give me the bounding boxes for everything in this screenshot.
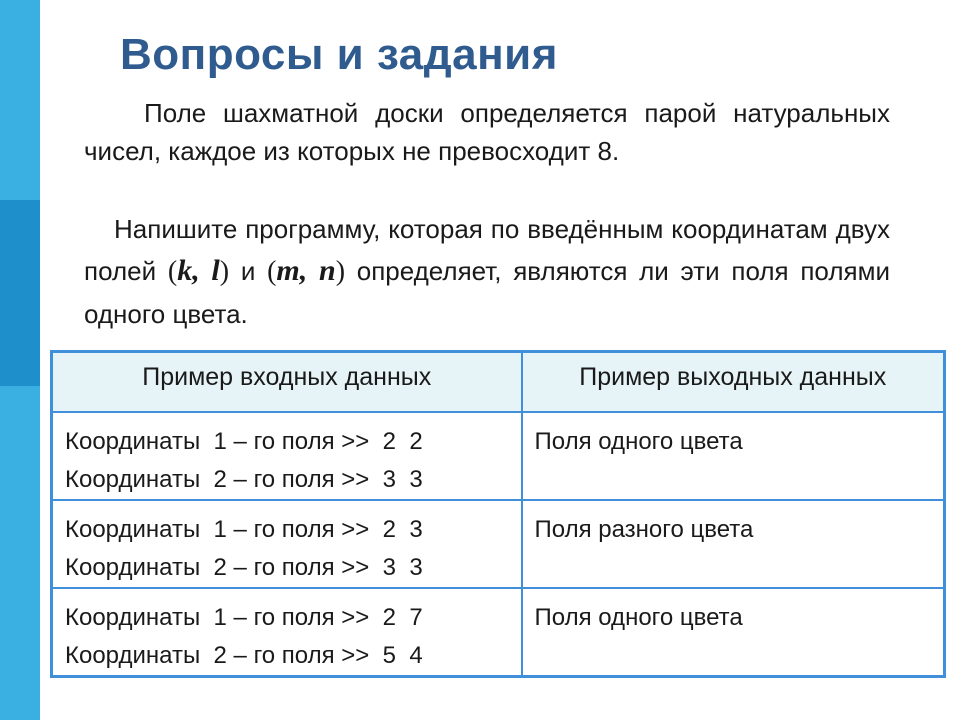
paragraph-2-text-end: определяет, являются ли эти поля полями одного цвета. <box>84 256 890 329</box>
input-cell <box>52 412 522 500</box>
open-paren: ( <box>167 256 178 287</box>
paragraph-2-text-start: Напишите программу, которая по введённым координатам двух полей <box>84 214 890 286</box>
task-paragraph-1 <box>84 94 890 170</box>
var-n: n <box>319 254 336 287</box>
open-paren: ( <box>267 256 277 287</box>
var-k: k, <box>177 254 200 287</box>
table-row <box>52 588 945 677</box>
input-line: Координаты 1 – го поля >> 2 2 <box>65 427 423 455</box>
output-cell: Поля разного цвета <box>522 500 945 588</box>
paragraph-1-text: Поле шахматной доски определяется парой натуральных чисел, каждое из которых не превосходит 8. <box>84 98 890 166</box>
header-input: Пример входных данных <box>52 352 522 412</box>
close-paren: ) <box>219 256 230 287</box>
and-word: и <box>240 256 256 286</box>
output-cell: Поля одного цвета <box>522 588 945 677</box>
table-row <box>52 412 945 500</box>
var-l: l <box>211 254 220 287</box>
examples-table <box>50 350 946 678</box>
input-line: Координаты 2 – го поля >> 3 3 <box>65 465 423 493</box>
close-paren: ) <box>335 256 346 287</box>
input-line: Координаты 1 – го поля >> 2 3 <box>65 515 423 543</box>
input-line: Координаты 2 – го поля >> 5 4 <box>65 641 423 669</box>
var-m: m, <box>276 254 308 287</box>
output-cell: Поля одного цвета <box>522 412 945 500</box>
slide-title: Вопросы и задания <box>120 30 558 79</box>
input-line: Координаты 1 – го поля >> 2 7 <box>65 603 423 631</box>
task-paragraph-2 <box>84 208 890 335</box>
input-line: Координаты 2 – го поля >> 3 3 <box>65 553 423 581</box>
input-cell <box>52 500 522 588</box>
table-row <box>52 500 945 588</box>
left-accent-bar-highlight <box>0 200 40 386</box>
header-output: Пример выходных данных <box>522 352 945 412</box>
input-cell <box>52 588 522 677</box>
table-header-row <box>52 352 945 412</box>
